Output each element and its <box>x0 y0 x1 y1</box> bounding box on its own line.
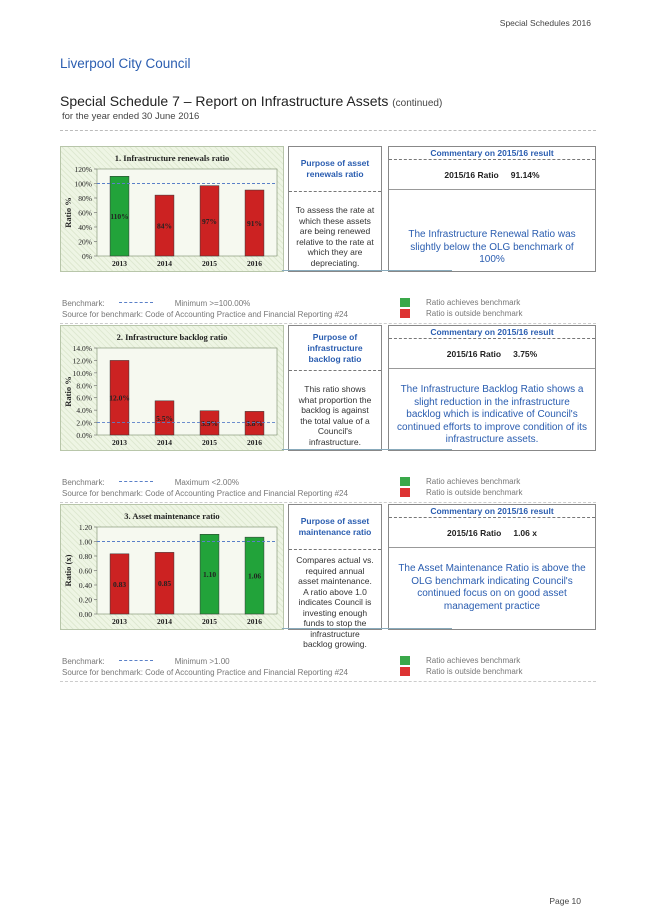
y-tick-label: 2.0% <box>76 418 92 428</box>
purpose-text: This ratio shows what proportion the backlog is against the total value of a Council's infrastructure. <box>298 384 372 447</box>
purpose-box <box>288 325 382 451</box>
purpose-title: Purpose of infrastructure backlog ratio <box>289 326 381 371</box>
x-tick-label: 2016 <box>247 617 262 626</box>
data-label-2013: 110% <box>110 212 129 222</box>
council-name: Liverpool City Council <box>60 56 191 71</box>
benchmark-label: Benchmark: <box>62 657 105 666</box>
data-label-2016: 1.06 <box>247 571 262 581</box>
commentary-title: Commentary on 2015/16 result <box>389 505 595 518</box>
data-label-2016: 91% <box>247 219 262 229</box>
purpose-text: To assess the rate at which these assets are being renewed relative to the rate at which they are depreciating. <box>295 205 375 268</box>
y-axis-label: Ratio % <box>63 197 73 228</box>
y-tick-label: 0% <box>82 252 92 261</box>
data-label-2015: 97% <box>202 216 217 226</box>
commentary-title: Commentary on 2015/16 result <box>389 147 595 160</box>
y-tick-label: 12.0% <box>72 356 92 366</box>
chart-svg <box>61 326 283 450</box>
y-tick-label: 120% <box>74 165 92 174</box>
document-label: Special Schedules 2016 <box>499 18 591 28</box>
data-label-2015: 1.10 <box>202 570 217 580</box>
commentary-text: The Infrastructure Renewal Ratio was slightly below the OLG benchmark of 100% <box>408 229 576 265</box>
data-label-2014: 5.5% <box>156 413 173 423</box>
y-tick-label: 0.80 <box>78 552 92 561</box>
y-axis-label: Ratio (x) <box>63 554 73 587</box>
legend-good-label: Ratio achieves benchmark <box>426 656 521 665</box>
purpose-title: Purpose of asset maintenance ratio <box>289 505 381 550</box>
connector-line <box>282 628 452 629</box>
y-tick-label: 0.40 <box>78 581 92 590</box>
purpose-box <box>288 504 382 649</box>
data-label-2013: 12.0% <box>109 393 130 403</box>
ratio-row <box>389 340 595 369</box>
commentary-box <box>388 325 596 451</box>
benchmark-source: Source for benchmark: Code of Accounting Practice and Financial Reporting #24 <box>62 667 348 677</box>
x-tick-label: 2016 <box>247 259 262 268</box>
commentary-title: Commentary on 2015/16 result <box>389 326 595 339</box>
x-tick-label: 2016 <box>247 438 262 447</box>
benchmark-source: Source for benchmark: Code of Accounting Practice and Financial Reporting #24 <box>62 309 348 319</box>
y-tick-label: 0.60 <box>78 566 92 576</box>
y-tick-label: 0.0% <box>76 431 92 440</box>
benchmark-value: Minimum >=100.00% <box>174 299 251 308</box>
benchmark-dash-icon <box>119 302 153 303</box>
y-tick-label: 20% <box>78 237 92 247</box>
connector-line <box>282 270 452 271</box>
commentary-text: The Infrastructure Backlog Ratio shows a slight reduction in the infrastructure backlog which is indicative of Council's continued efforts to improve condition of its infrastructure assets. <box>397 384 587 445</box>
benchmark-source: Source for benchmark: Code of Accounting Practice and Financial Reporting #24 <box>62 488 348 498</box>
chart-svg <box>61 505 283 629</box>
purpose-text: Compares actual vs. required annual asset maintenance. A ratio above 1.0 indicates Council is investing enough funds to stop the infrastructure backlog growing. <box>296 555 374 649</box>
commentary-box <box>388 146 596 272</box>
data-label-2014: 0.85 <box>157 579 172 589</box>
benchmark-line <box>62 478 392 499</box>
chart-title: 3. Asset maintenance ratio <box>124 511 220 521</box>
ratio-label: 2015/16 Ratio <box>447 528 502 538</box>
x-tick-label: 2013 <box>112 259 127 268</box>
legend-red-swatch <box>400 667 410 676</box>
chart-panel-2 <box>60 325 284 451</box>
x-tick-label: 2014 <box>157 617 172 626</box>
x-tick-label: 2015 <box>202 617 217 626</box>
data-label-2013: 0.83 <box>112 579 127 589</box>
x-tick-label: 2014 <box>157 438 172 447</box>
y-tick-label: 10.0% <box>72 368 92 378</box>
y-tick-label: 1.00 <box>78 537 92 547</box>
title-rule <box>60 130 596 131</box>
title-text: Special Schedule 7 – Report on Infrastructure Assets <box>60 93 389 109</box>
connector-line <box>282 449 452 450</box>
data-label-2015: 3.9% <box>201 418 218 428</box>
purpose-title: Purpose of asset renewals ratio <box>289 147 381 192</box>
ratio-value: 1.06 x <box>513 528 537 538</box>
y-tick-label: 14.0% <box>72 344 92 353</box>
legend-good-label: Ratio achieves benchmark <box>426 477 521 486</box>
benchmark-value: Minimum >1.00 <box>174 657 230 666</box>
y-tick-label: 80% <box>78 194 92 203</box>
legend-green-swatch <box>400 298 410 307</box>
benchmark-line <box>62 299 392 320</box>
legend-red-swatch <box>400 488 410 497</box>
benchmark-dash-icon <box>119 481 153 482</box>
legend-good-label: Ratio achieves benchmark <box>426 298 521 307</box>
ratio-label: 2015/16 Ratio <box>444 170 499 180</box>
legend-bad-label: Ratio is outside benchmark <box>426 488 523 497</box>
x-tick-label: 2015 <box>202 438 217 447</box>
purpose-box <box>288 146 382 272</box>
benchmark-dash-icon <box>119 660 153 661</box>
y-tick-label: 1.20 <box>78 523 92 532</box>
legend-red-swatch <box>400 309 410 318</box>
benchmark-label: Benchmark: <box>62 299 105 308</box>
x-tick-label: 2013 <box>112 438 127 447</box>
legend-bad-label: Ratio is outside benchmark <box>426 309 523 318</box>
x-tick-label: 2014 <box>157 259 172 268</box>
x-tick-label: 2013 <box>112 617 127 626</box>
ratio-row <box>389 161 595 190</box>
section-separator <box>60 681 596 682</box>
ratio-value: 3.75% <box>513 349 538 359</box>
section-separator <box>60 502 596 503</box>
benchmark-line <box>62 657 392 678</box>
ratio-row <box>389 519 595 548</box>
legend-bad-label: Ratio is outside benchmark <box>426 667 523 676</box>
ratio-label: 2015/16 Ratio <box>446 349 502 359</box>
commentary-box <box>388 504 596 630</box>
chart-svg <box>61 147 283 271</box>
benchmark-label: Benchmark: <box>62 478 105 487</box>
y-tick-label: 8.0% <box>76 381 92 391</box>
data-label-2014: 84% <box>157 221 172 231</box>
legend-green-swatch <box>400 656 410 665</box>
section-separator <box>60 323 596 324</box>
y-tick-label: 100% <box>74 179 92 189</box>
benchmark-value: Maximum <2.00% <box>174 478 239 487</box>
y-axis-label: Ratio % <box>63 376 73 407</box>
legend-green-swatch <box>400 477 410 486</box>
page-number: Page 10 <box>549 896 581 906</box>
y-tick-label: 0.00 <box>78 610 92 619</box>
y-tick-label: 4.0% <box>76 406 92 416</box>
chart-title: 2. Infrastructure backlog ratio <box>116 332 228 342</box>
commentary-text: The Asset Maintenance Ratio is above the OLG benchmark indicating Council's continued focus on on good asset management practice <box>398 563 586 612</box>
data-label-2016: 3.8% <box>246 419 263 429</box>
y-tick-label: 6.0% <box>76 393 92 403</box>
page-title <box>60 93 442 109</box>
chart-panel-3 <box>60 504 284 630</box>
y-tick-label: 40% <box>78 223 92 232</box>
y-tick-label: 0.20 <box>78 595 92 605</box>
y-tick-label: 60% <box>78 208 92 218</box>
page-subtitle: for the year ended 30 June 2016 <box>62 111 200 122</box>
x-tick-label: 2015 <box>202 259 217 268</box>
title-continued: (continued) <box>392 98 443 109</box>
chart-panel-1 <box>60 146 284 272</box>
chart-title: 1. Infrastructure renewals ratio <box>114 153 230 163</box>
ratio-value: 91.14% <box>510 170 540 180</box>
